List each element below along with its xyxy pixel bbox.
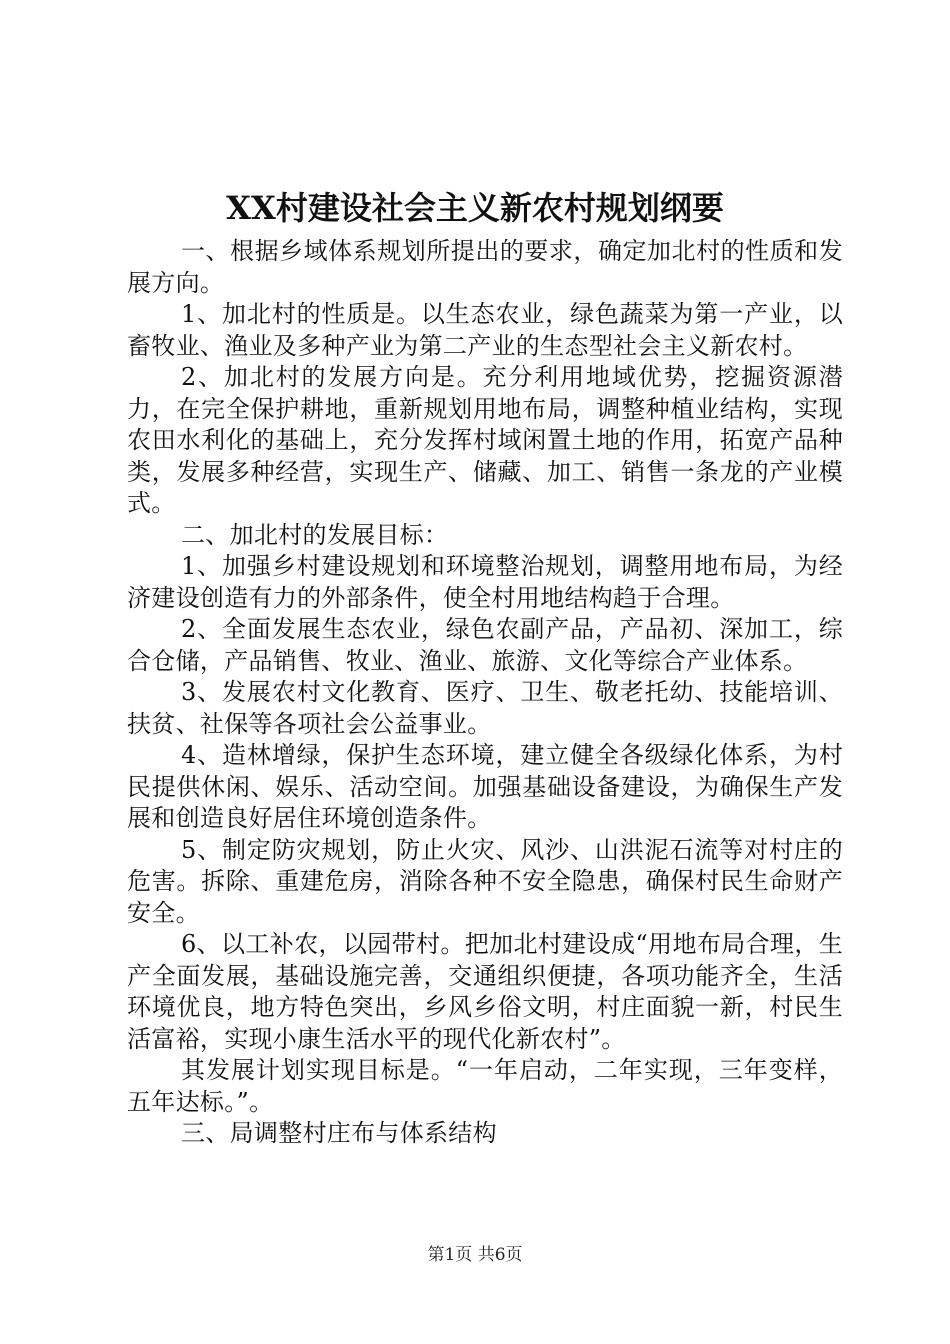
paragraph: 其发展计划实现目标是。“一年启动，二年实现，三年变样，五年达标。”。 [127,1056,843,1116]
paragraph: 3、发展农村文化教育、医疗、卫生、敬老托幼、技能培训、扶贫、社保等各项社会公益事业。 [127,678,843,738]
paragraph: 4、造林增绿，保护生态环境，建立健全各级绿化体系，为村民提供休闲、娱乐、活动空间。加强基础设备建设，为确保生产发展和创造良好居住环境创造条件。 [127,741,843,832]
paragraph: 6、以工补农，以园带村。把加北村建设成“用地布局合理，生产全面发展，基础设施完善，交通组织便捷，各项功能齐全，生活环境优良，地方特色突出，乡风乡俗文明，村庄面貌一新，村民生活富裕，实现小康生活水平的现代化新农村”。 [127,930,843,1053]
paragraph: 1、加强乡村建设规划和环境整治规划，调整用地布局，为经济建设创造有力的外部条件，使全村用地结构趋于合理。 [127,552,843,612]
paragraph: 2、全面发展生态农业，绿色农副产品，产品初、深加工，综合仓储，产品销售、牧业、渔业、旅游、文化等综合产业体系。 [127,615,843,675]
paragraph: 三、局调整村庄布与体系结构 [181,1119,497,1147]
paragraph: 2、加北村的发展方向是。充分利用地域优势，挖掘资源潜力，在完全保护耕地，重新规划用地布局，调整种植业结构，实现农田水利化的基础上，充分发挥村域闲置土地的作用，拓宽产品种类，发展多种经营，实现生产、储藏、加工、销售一条龙的产业模式。 [127,363,843,517]
paragraph: 1、加北村的性质是。以生态农业，绿色蔬菜为第一产业，以畜牧业、渔业及多种产业为第二产业的生态型社会主义新农村。 [127,300,843,360]
document-title: XX村建设社会主义新农村规划纲要 [226,189,724,227]
paragraph: 二、加北村的发展目标： [181,520,449,549]
page-footer: 第1页 共6页 [427,1245,523,1265]
document-body [127,236,843,1150]
paragraph: 5、制定防灾规划，防止火灾、风沙、山洪泥石流等对村庄的危害。拆除、重建危房，消除各种不安全隐患，确保村民生命财产安全。 [127,835,843,927]
paragraph: 一、根据乡域体系规划所提出的要求，确定加北村的性质和发展方向。 [127,237,843,297]
